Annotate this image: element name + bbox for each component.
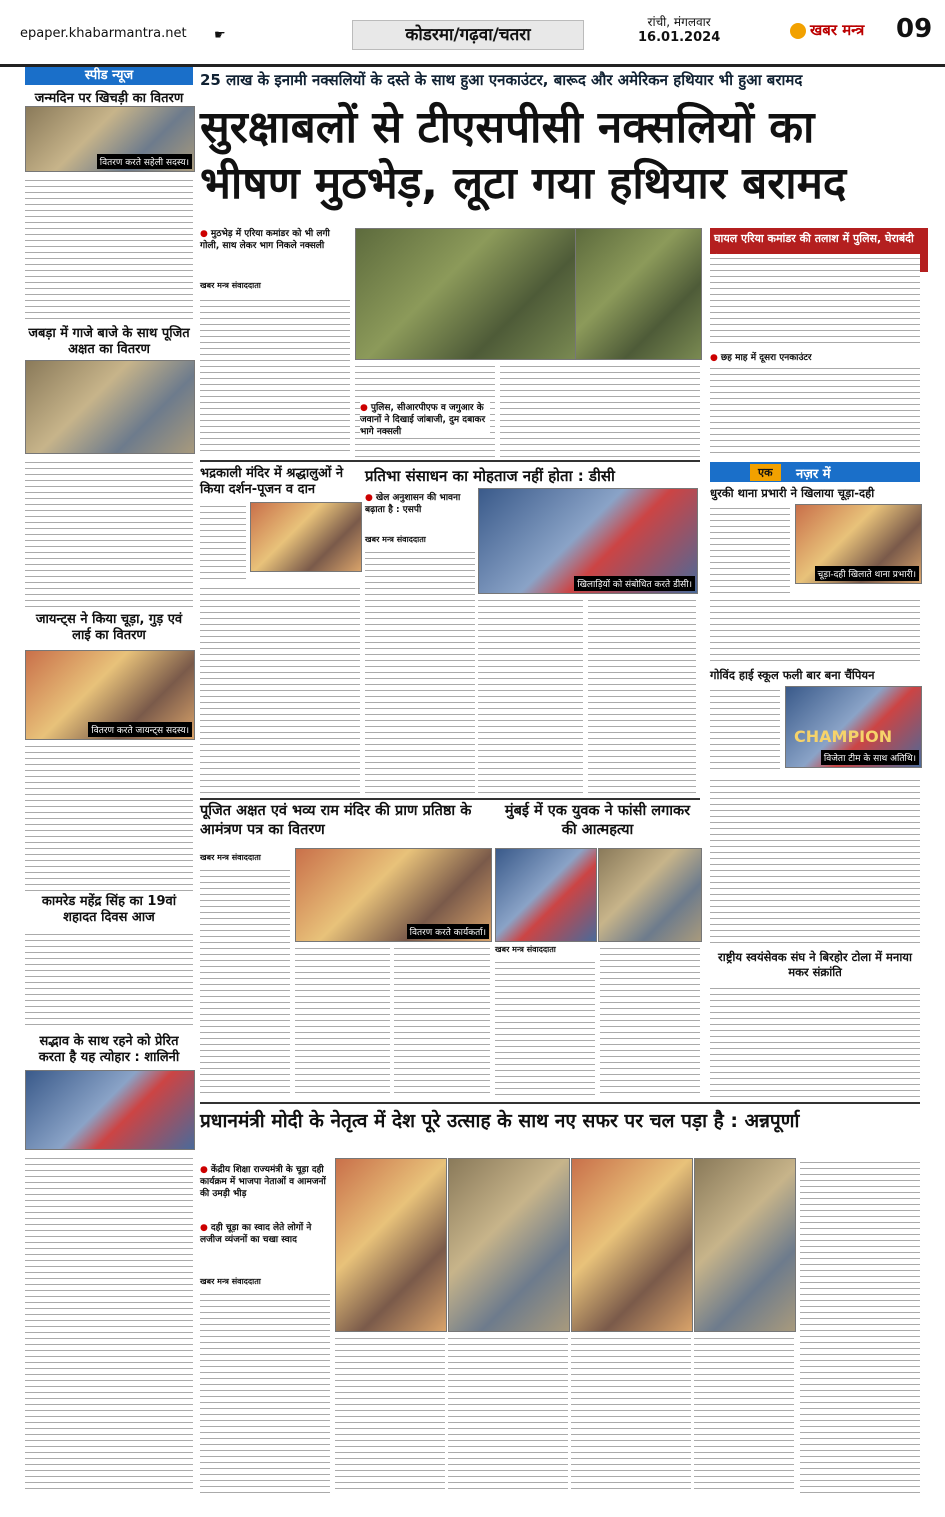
left-story-1-title: जन्मदिन पर खिचड़ी का वितरण (34, 91, 184, 106)
cursor-icon: ☛ (214, 28, 226, 43)
lead-bullet-1: ● मुठभेड़ में एरिया कमांडर को भी लगी गोली, साथ लेकर भाग निकले नक्सली (200, 228, 350, 252)
section-cities: कोडरमा/गढ़वा/चतरा (352, 20, 584, 50)
modi-photo-4 (694, 1158, 796, 1332)
speed-news-label: स्पीड न्यूज (25, 67, 193, 85)
left-story-5-title: सद्भाव के साथ रहने को प्रेरित करता है यह त्योहार : शालिनी (38, 1034, 180, 1065)
modi-photo-3 (571, 1158, 693, 1332)
dc-caption: खिलाड़ियों को संबोधित करते डीसी। (574, 576, 695, 591)
akshat-caption: वितरण करते कार्यकर्ता। (407, 924, 489, 939)
modi-byline: खबर मन्त्र संवाददाता (200, 1277, 261, 1286)
temple-photo (250, 502, 362, 572)
brand-logo-icon (790, 23, 806, 39)
najar-story-1-caption: चूड़ा-दही खिलाते थाना प्रभारी। (815, 566, 919, 581)
left-story-4-text (25, 930, 193, 1030)
najar-story-3-title: राष्ट्रीय स्वयंसेवक संघ ने बिरहोर टोला में मनाया मकर संक्रांति (718, 950, 912, 979)
left-story-5-photo (25, 1070, 195, 1150)
modi-text-1 (200, 1290, 330, 1494)
dateline-city: रांची, मंगलवार (647, 15, 711, 29)
dc-photo (478, 488, 698, 594)
divider (200, 1102, 920, 1104)
najar-story-2-title: गोविंद हाई स्कूल फली बार बना चैंपियन (710, 668, 875, 682)
akshat-text-1 (200, 866, 290, 1098)
left-story-2-title: जबड़ा में गाजे बाजे के साथ पूजित अक्षत का वितरण (28, 326, 190, 357)
dc-bullet: ● खेल अनुशासन की भावना बढ़ाता है : एसपी (365, 492, 475, 516)
najar-story-2-text (710, 686, 780, 772)
mumbai-photo-1 (495, 848, 597, 942)
lead-kicker: 25 लाख के इनामी नक्सलियों के दस्ते के साथ हुआ एनकाउंटर, बारूद और अमेरिकन हथियार भी हुआ बरामद (200, 71, 803, 89)
lead-bullet-2: ● पुलिस, सीआरपीएफ व जगुआर के जवानों ने दिखाई जांबाजी, दुम दबाकर भागे नक्सली (360, 402, 490, 438)
left-story-5-text (25, 1154, 193, 1494)
left-story-3-text (25, 742, 193, 892)
left-story-3-title: जायन्ट्स ने किया चूड़ा, गुड़ एवं लाई का वितरण (35, 612, 183, 643)
left-story-2-photo (25, 360, 195, 454)
dc-title: प्रतिभा संसाधन का मोहताज नहीं होता : डीसी (365, 467, 615, 485)
left-story-1-text (25, 176, 193, 324)
lead-photo-2 (575, 228, 702, 360)
najar-story-2-photo (785, 686, 922, 768)
left-story-2-text (25, 458, 193, 608)
mumbai-photo-2 (598, 848, 702, 942)
brand-name: खबर मन्त्र (810, 21, 865, 39)
page-number: 09 (896, 14, 933, 44)
akshat-text-3 (394, 944, 490, 1098)
dc-byline: खबर मन्त्र संवाददाता (365, 535, 426, 544)
akshat-text-2 (295, 944, 390, 1098)
najar-header (710, 462, 920, 482)
dateline-date: 16.01.2024 (638, 30, 721, 45)
lead-sidebar-title: घायल एरिया कमांडर की तलाश में पुलिस, घेराबंदी (710, 228, 928, 272)
temple-text-2 (200, 584, 360, 794)
lead-byline: खबर मन्त्र संवाददाता (200, 281, 261, 290)
modi-text-5 (694, 1334, 794, 1494)
dc-text-3 (588, 596, 696, 794)
dc-text-2 (478, 596, 583, 794)
left-story-3-caption: वितरण करते जायन्ट्स सदस्य। (88, 722, 192, 737)
lead-headline-line-2: भीषण मुठभेड़, लूटा गया हथियार बरामद (200, 158, 847, 209)
najar-story-2-text-2 (710, 776, 920, 948)
mumbai-text-2 (600, 944, 700, 1098)
modi-text-3 (448, 1334, 568, 1494)
left-story-4-title: कामरेड महेंद्र सिंह का 19वां शहादत दिवस आज (41, 894, 177, 925)
akshat-byline: खबर मन्त्र संवाददाता (200, 853, 261, 862)
akshat-photo (295, 848, 492, 942)
najar-story-1-photo (795, 504, 922, 584)
najar-title: नज़र में (796, 467, 831, 482)
najar-story-1-text (710, 504, 790, 594)
lead-headline-line-1: सुरक्षाबलों से टीएसपीसी नक्सलियों का (200, 102, 815, 153)
modi-title: प्रधानमंत्री मोदी के नेतृत्व में देश पूरे उत्साह के साथ नए सफर पर चल पड़ा है : अन्नपूर्णा (200, 1110, 800, 1132)
left-story-1-caption: वितरण करते सहेली सदस्य। (97, 154, 192, 169)
lead-text-col-3 (500, 362, 700, 458)
modi-bullet-2: ● दही चूड़ा का स्वाद लेते लोगों ने लजीज व्यंजनों का चखा स्वाद (200, 1222, 330, 1246)
modi-text-2 (335, 1334, 445, 1494)
akshat-title: पूजित अक्षत एवं भव्य राम मंदिर की प्राण प्रतिष्ठा के आमंत्रण पत्र का वितरण (200, 803, 472, 838)
mumbai-byline: खबर मन्त्र संवाददाता (495, 945, 556, 954)
najar-story-2-banner: CHAMPION (794, 727, 893, 746)
najar-story-1-title: धुरकी थाना प्रभारी ने खिलाया चूड़ा-दही (710, 486, 875, 500)
divider (200, 460, 700, 462)
lead-headline (200, 100, 930, 212)
left-story-1-photo (25, 106, 195, 172)
modi-photo-2 (448, 1158, 570, 1332)
lead-sidebar-text (710, 254, 920, 344)
modi-text-6 (800, 1158, 920, 1494)
page-header (0, 0, 945, 67)
mumbai-text-1 (495, 958, 595, 1098)
najar-story-3-text (710, 984, 920, 1098)
najar-story-2-caption: विजेता टीम के साथ अतिथि। (821, 750, 919, 765)
lead-text-col-1 (200, 296, 350, 456)
dateline (638, 14, 720, 46)
modi-text-4 (571, 1334, 691, 1494)
lead-sidebar-subhead: ● छह माह में दूसरा एनकाउंटर (710, 350, 820, 363)
left-story-3-photo (25, 650, 195, 740)
temple-title: भद्रकाली मंदिर में श्रद्धालुओं ने किया दर्शन-पूजन व दान (200, 466, 344, 497)
mumbai-title: मुंबई में एक युवक ने फांसी लगाकर की आत्महत्या (504, 803, 691, 838)
modi-photo-1 (335, 1158, 447, 1332)
brand-logo (790, 20, 864, 40)
najar-story-1-text-2 (710, 596, 920, 666)
temple-text-1 (200, 502, 246, 582)
najar-label: एक (750, 464, 781, 481)
dc-text-1 (365, 548, 475, 794)
modi-bullet-1: ● केंद्रीय शिक्षा राज्यमंत्री के चूड़ा दही कार्यक्रम में भाजपा नेताओं व आमजनों की उमड़ी भीड़ (200, 1164, 330, 1200)
lead-sidebar-text-2 (710, 364, 920, 458)
divider (200, 798, 700, 800)
site-url[interactable]: epaper.khabarmantra.net (20, 26, 187, 41)
lead-photo-1 (355, 228, 577, 360)
